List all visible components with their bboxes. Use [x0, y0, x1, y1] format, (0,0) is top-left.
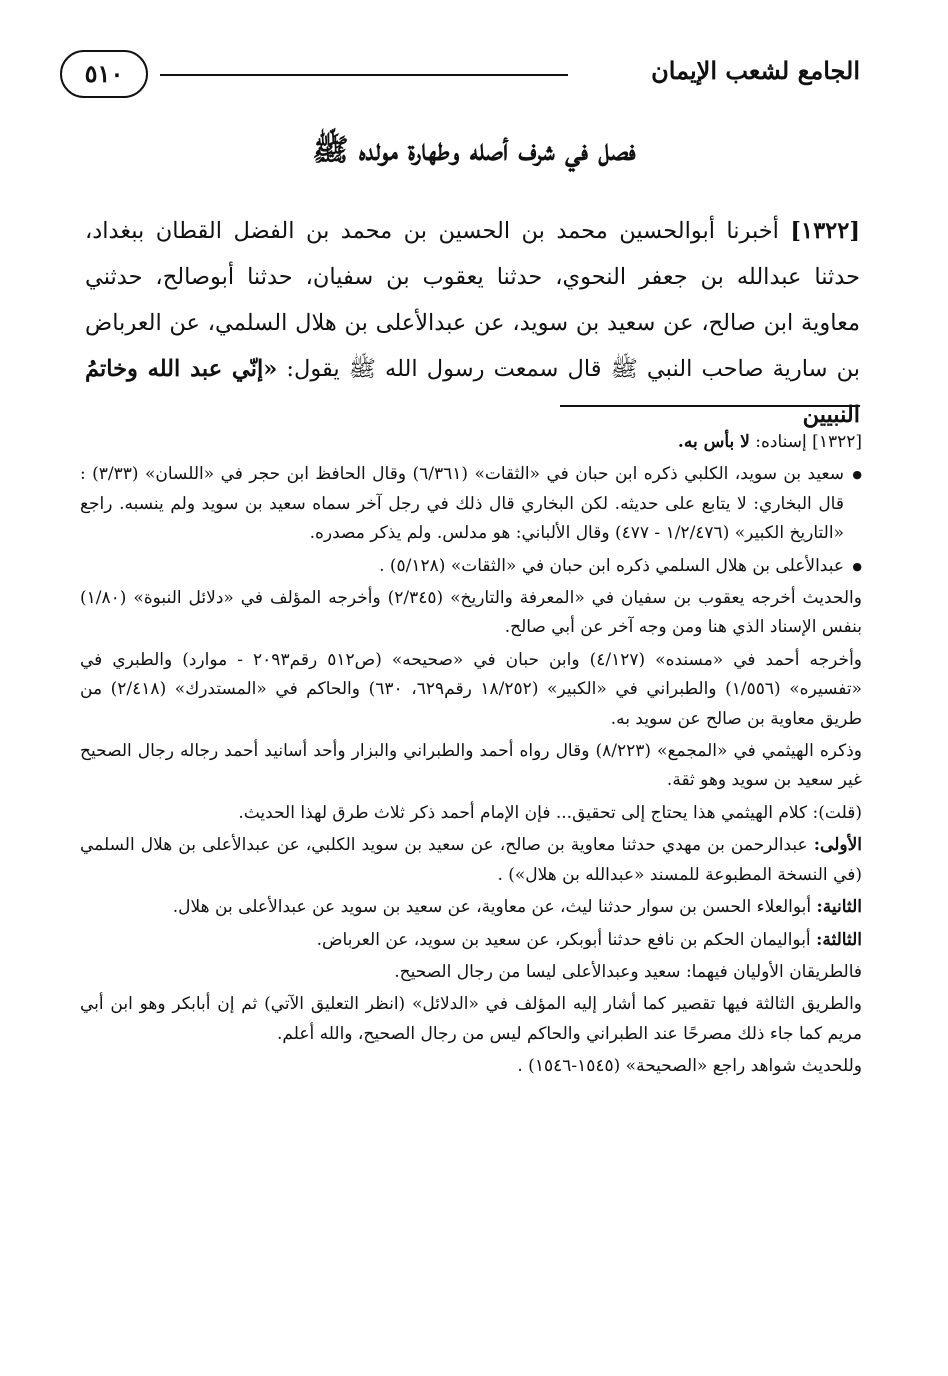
footnote-separator	[560, 405, 860, 407]
hadith-text	[85, 208, 860, 438]
isnad-label: [١٣٢٢] إسناده:	[755, 432, 862, 452]
footnote-paragraph-7: وللحديث شواهد راجع «الصحيحة» (١٥٤٥-١٥٤٦) .	[517, 1056, 862, 1077]
first-route-label: الأولى:	[813, 835, 863, 856]
third-route-label: الثالثة:	[816, 929, 862, 950]
footnote-paragraph-3: وذكره الهيثمي في «المجمع» (٨/٢٢٣) وقال رواه أحمد والطبراني والبزار وأحد أسانيد أحمد رجاله رجال الصحيح غير سعيد بن سويد وهو ثقة.	[80, 741, 862, 791]
isnad-verdict: لا بأس به.	[677, 432, 750, 452]
isnad-line	[80, 428, 862, 457]
header-rule	[160, 74, 568, 76]
footnote-paragraph-6: والطريق الثالثة فيها تقصير كما أشار إليه المؤلف في «الدلائل» (انظر التعليق الآتي) ثم إن أبابكر وهو ابن أبي مريم كما جاء ذلك مصرحًا عند الطبراني والحاكم ليس من رجال الصحيح، والله أعلم.	[80, 994, 862, 1044]
footnote-paragraph-1: والحديث أخرجه يعقوب بن سفيان في «المعرفة والتاريخ» (٢/٣٤٥) وأخرجه المؤلف في «دلائل النبوة» (١/٨٠) بنفس الإسناد الذي هنا ومن وجه آخر عن أبي صالح.	[80, 588, 862, 638]
hadith-number: [١٣٢٢]	[790, 218, 861, 244]
hadith-quote: «إنّي عبد الله وخاتمُ النبيين	[85, 356, 860, 428]
second-route-label: الثانية:	[816, 897, 862, 918]
page-header	[60, 50, 860, 100]
footnote-bullet-2: ● عبدالأعلى بن هلال السلمي ذكره ابن حبان في «الثقات» (٥/١٢٨) .	[80, 552, 862, 581]
first-route	[80, 831, 862, 890]
footnote-bullet-1: ● سعيد بن سويد، الكلبي ذكره ابن حبان في «الثقات» (٦/٣٦١) وقال الحافظ ابن حجر في «اللسان» (٣/٣٣) : قال البخاري: لا يتابع على حديثه. لكن البخاري قال ذلك في رجل آخر سماه سعيد بن سويد ولم ينسبه. راجع «التاريخ الكبير» (١/٢/٤٧٦ - ٤٧٧) وقال الألباني: هو مدلس. ولم يذكر مصدره.	[80, 460, 862, 548]
first-route-text: عبدالرحمن بن مهدي حدثنا معاوية بن صالح، عن سعيد بن سويد الكلبي، عن عبدالأعلى بن هلال السلمي (في النسخة المطبوعة للمسند «عبدالله بن هلال») .	[80, 835, 862, 885]
footnote-paragraph-5: فالطريقان الأوليان فيهما: سعيد وعبدالأعلى ليسا من رجال الصحيح.	[394, 961, 862, 982]
footnote-paragraph-2: وأخرجه أحمد في «مسنده» (٤/١٢٧) وابن حبان في «صحيحه» (ص٥١٢ رقم٢٠٩٣ - موارد) والطبري في «تفسيره» (١/٥٥٦) والطبراني في «الكبير» (١٨/٢٥٢ رقم٦٢٩، ٦٣٠) والحاكم في «المستدرك» (٢/٤١٨) من طريق معاوية بن صالح عن سويد به.	[80, 649, 863, 729]
third-route	[80, 926, 862, 955]
section-title: فصل في شرف أصله وطهارة مولده ﷺ	[312, 133, 636, 168]
footnotes	[80, 428, 862, 1085]
footnote-paragraph-4: (قلت): كلام الهيثمي هذا يحتاج إلى تحقيق... فإن الإمام أحمد ذكر ثلاث طرق لهذا الحديث.	[238, 802, 862, 823]
second-route-text: أبوالعلاء الحسن بن سوار حدثنا ليث، عن معاوية، عن سعيد بن سويد عن عبدالأعلى بن هلال.	[172, 897, 812, 918]
page-number: ٥١٠	[60, 50, 148, 98]
second-route	[80, 893, 862, 922]
book-title: الجامع لشعب الإيمان	[651, 56, 860, 85]
third-route-text: أبواليمان الحكم بن نافع حدثنا أبوبكر، عن سعيد بن سويد، عن العرباض.	[316, 929, 811, 950]
hadith-body: أخبرنا أبوالحسين محمد بن الحسين بن محمد بن الفضل القطان ببغداد، حدثنا عبدالله بن جعفر النحوي، حدثنا يعقوب بن سفيان، حدثنا أبوصالح، حدثني معاوية ابن صالح، عن سعيد بن سويد، عن عبدالأعلى بن هلال السلمي، عن العرباض بن سارية صاحب النبي ﷺ قال سمعت رسول الله ﷺ يقول:	[85, 218, 861, 382]
